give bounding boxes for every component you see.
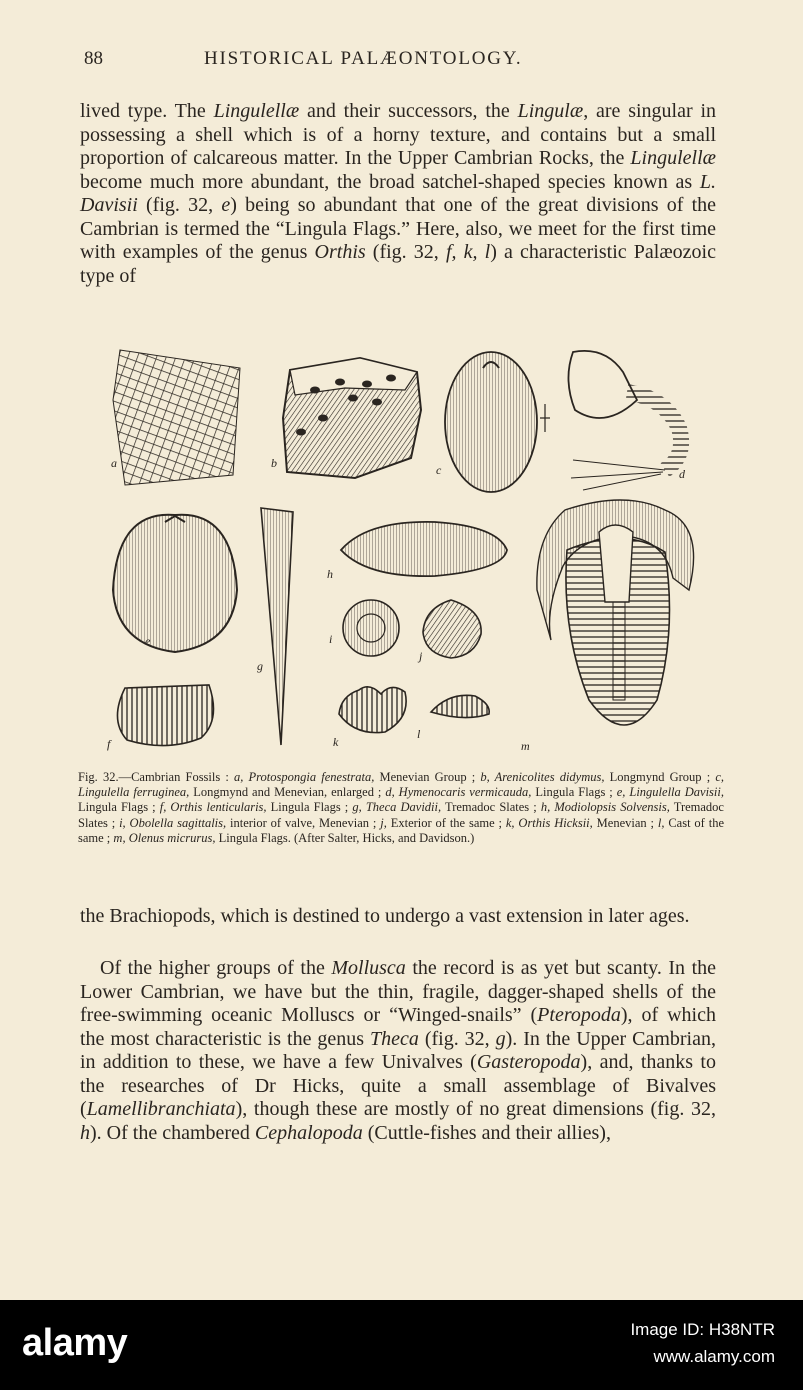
figure-caption: Fig. 32.—Cambrian Fossils : a, Protospongia fenestrata, Menevian Group ; b, Arenicolites didymus, Longmynd Group ; c, Lingulella ferruginea, Longmynd and Menevian, enlarged ; d, Hymenocaris vermicauda, Lingula Flags ; e, Lingulella Davisii, Lingula Flags ; f, Orthis lenticularis, Lingula Flags ; g, Theca Davidii, Tremadoc Slates ; h, Modiolopsis Solvensis, Tremadoc Slates ; i, Obolella sagittalis, interior of valve, Menevian ; j, Exterior of the same ; k, Orthis Hicksii, Menevian ; l, Cast of the same ; m, Olenus micrurus, Lingula Flags. (After Salter, Hicks, and Davidson.) <box>78 770 724 845</box>
figure-label-h: h <box>327 567 333 581</box>
figure-label-j: j <box>419 649 423 663</box>
fossil-m-olenus-trilobite <box>537 500 694 725</box>
fossil-i-obolella-interior <box>343 600 399 656</box>
fossil-l-orthis-cast <box>431 695 489 717</box>
fossil-j-obolella-exterior <box>423 600 481 658</box>
fossil-c-lingulella-ferruginea <box>445 352 550 492</box>
fossil-h-modiolopsis <box>341 522 507 576</box>
paragraph-brachiopods: the Brachiopods, which is destined to undergo a vast extension in later ages. <box>80 905 690 927</box>
fossil-f-orthis-lenticularis <box>117 685 213 746</box>
page-header <box>84 48 724 76</box>
image-id-label: Image ID: H38NTR <box>630 1320 775 1339</box>
figure-label-i: i <box>329 632 333 646</box>
figure-label-b: b <box>271 456 277 470</box>
fossil-b-arenicolites <box>283 358 421 478</box>
running-title: HISTORICAL PALÆONTOLOGY. <box>204 48 523 69</box>
paragraph-mollusca: Of the higher groups of the Mollusca the record is as yet but scanty. In the Lower Cambrian, we have but the thin, fragile, dagger-shaped shells of the free-swimming oceanic Molluscs or “Winged-snails” (Pteropoda), of which the most characteristic is the genus Theca (fig. 32, g). In the Upper Cambrian, in addition to these, we have a few Univalves (Gasteropoda), and, thanks to the researches of Dr Hicks, quite a small assemblage of Bivalves (Lamellibranchiata), though these are mostly of no great dimensions (fig. 32, h). Of the chambered Cephalopoda (Cuttle-fishes and their allies), <box>80 957 716 1144</box>
fossil-g-theca <box>261 508 293 745</box>
fossil-a-protospongia <box>113 350 240 485</box>
cambrian-fossils-figure <box>105 340 705 765</box>
alamy-logo: alamy <box>22 1322 128 1364</box>
figure-label-c: c <box>436 463 442 477</box>
site-url: www.alamy.com <box>653 1347 775 1366</box>
fossil-k-orthis-hicksii <box>339 687 406 733</box>
figure-label-f: f <box>107 737 111 751</box>
fossil-e-lingulella-davisii <box>113 515 237 652</box>
page-number: 88 <box>84 48 103 69</box>
figure-label-l: l <box>417 727 421 741</box>
paragraph-lingulella: lived type. The Lingulellæ and their successors, the Lingulæ, are singular in possessing a shell which is of a horny texture, and contains but a small proportion of calcareous matter. In the Upper Cambrian Rocks, the Lingulellæ become much more abundant, the broad satchel-shaped species known as L. Davisii (fig. 32, e) being so abundant that one of the great divisions of the Cambrian is termed the “Lingula Flags.” Here, also, we meet for the first time with examples of the genus Orthis (fig. 32, f, k, l) a characteristic Palæozoic type of <box>80 100 717 287</box>
figure-label-g: g <box>257 659 263 673</box>
watermark-band <box>0 1300 803 1390</box>
figure-label-m: m <box>521 739 530 753</box>
figure-label-d: d <box>679 467 685 481</box>
fossil-d-hymenocaris <box>568 351 681 490</box>
figure-label-e: e <box>145 634 151 648</box>
figure-label-a: a <box>111 456 117 470</box>
figure-label-k: k <box>333 735 339 749</box>
